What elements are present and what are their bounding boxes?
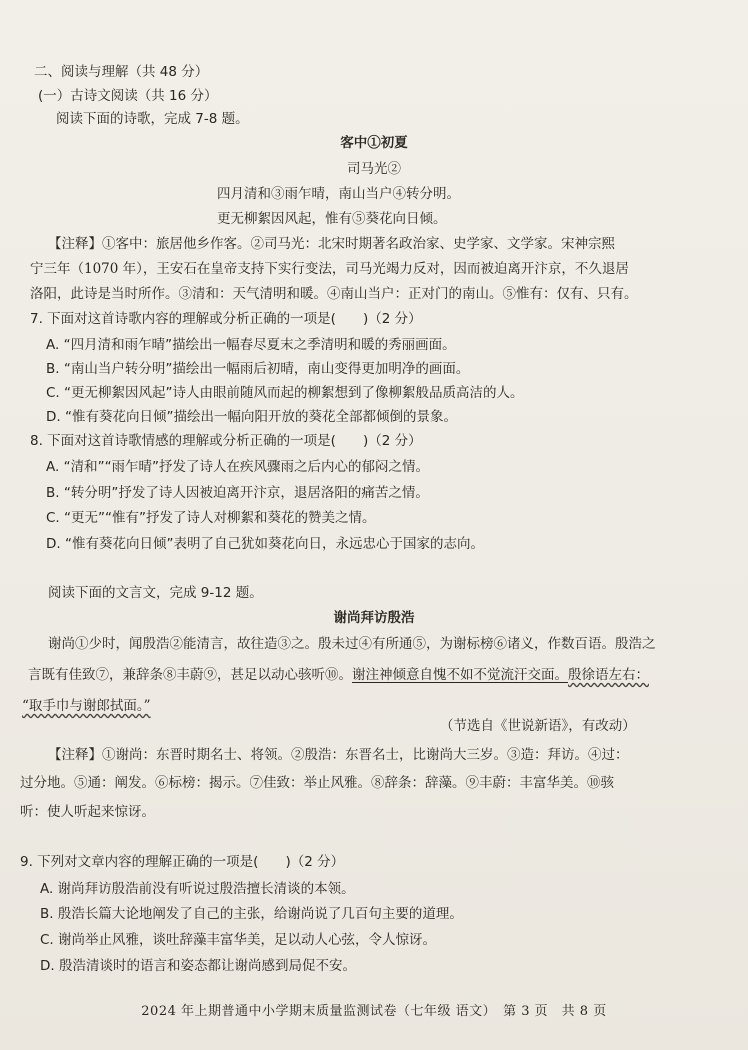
question-8-option-d[interactable]: D. “惟有葵花向日倾”表明了自己犹如葵花向日，永远忠心于国家的志向。 <box>46 536 484 552</box>
poem-line-2: 更无柳絮因风起，惟有⑤葵花向日倾。 <box>217 211 447 227</box>
poem-line-1: 四月清和③雨乍晴，南山当户④转分明。 <box>217 186 460 202</box>
question-7-option-c[interactable]: C. “更无柳絮因风起”诗人由眼前随风而起的柳絮想到了像柳絮般品质高洁的人。 <box>46 385 524 401</box>
question-9-option-b[interactable]: B. 殷浩长篇大论地阐发了自己的主张，给谢尚说了几百句主要的道理。 <box>40 906 463 922</box>
question-9-option-d[interactable]: D. 殷浩清谈时的语言和姿态都让谢尚感到局促不安。 <box>40 958 356 974</box>
page-footer: 2024 年上期普通中小学期末质量监测试卷（七年级 语文） 第 3 页 共 8 页 <box>141 1004 607 1019</box>
question-9-option-a[interactable]: A. 谢尚拜访殷浩前没有听说过殷浩擅长清谈的本领。 <box>40 881 355 897</box>
question-8-option-a[interactable]: A. “清和”“雨乍晴”抒发了诗人在疾风骤雨之后内心的郁闷之情。 <box>46 459 430 475</box>
question-9-option-c[interactable]: C. 谢尚举止风雅，谈吐辞藻丰富华美，足以动人心弦，令人惊讶。 <box>40 932 437 948</box>
prose-line-3: “取手巾与谢郎拭面。” <box>22 698 151 714</box>
prose-instruction: 阅读下面的文言文，完成 9-12 题。 <box>48 585 263 601</box>
question-7-option-a[interactable]: A. “四月清和雨乍晴”描绘出一幅春尽夏末之季清明和暖的秀丽画面。 <box>46 337 456 353</box>
prose-source: （节选自《世说新语》，有改动） <box>440 718 636 734</box>
question-7-stem: 7. 下面对这首诗歌内容的理解或分析正确的一项是( )（2 分） <box>30 311 422 327</box>
sub-section-heading: (一）古诗文阅读（共 16 分） <box>38 88 218 104</box>
prose-line-2 <box>28 666 649 684</box>
question-7-option-d[interactable]: D. “惟有葵花向日倾”描绘出一幅向阳开放的葵花全部都倾倒的景象。 <box>46 409 457 425</box>
prose-title: 谢尚拜访殷浩 <box>333 610 415 626</box>
question-8-stem: 8. 下面对这首诗歌情感的理解或分析正确的一项是( )（2 分） <box>30 433 422 449</box>
poem-notes-line-1: 【注释】①客中：旅居他乡作客。②司马光：北宋时期著名政治家、史学家、文学家。宋神宗熙 <box>48 236 615 252</box>
question-7-option-b[interactable]: B. “南山当户转分明”描绘出一幅雨后初晴，南山变得更加明净的画面。 <box>46 361 470 377</box>
question-8-option-b[interactable]: B. “转分明”抒发了诗人因被迫离开汴京，退居洛阳的痛苦之情。 <box>46 485 429 501</box>
section-heading: 二、阅读与理解（共 48 分） <box>34 64 209 80</box>
poem-instruction: 阅读下面的诗歌，完成 7-8 题。 <box>56 111 249 127</box>
poem-title: 客中①初夏 <box>340 135 408 151</box>
question-8-option-c[interactable]: C. “更无”“惟有”抒发了诗人对柳絮和葵花的赞美之情。 <box>46 510 376 526</box>
poem-notes-line-2: 宁三年（1070 年），王安石在皇帝支持下实行变法，司马光竭力反对，因而被迫离开汴京，不久退居 <box>30 261 629 277</box>
poem-notes-line-3: 洛阳，此诗是当时所作。③清和：天气清明和暖。④南山当户：正对门的南山。⑤惟有：仅有、只有。 <box>30 286 638 302</box>
poem-author: 司马光② <box>347 161 401 177</box>
prose-line-1: 谢尚①少时，闻殷浩②能清言，故往造③之。殷未过④有所通⑤，为谢标榜⑥诸义，作数百语。殷浩之 <box>48 636 656 652</box>
prose-notes-line-2: 过分地。⑤通：阐发。⑥标榜：揭示。⑦佳致：举止风雅。⑧辞条：辞藻。⑨丰蔚：丰富华美。⑩骇 <box>20 775 614 791</box>
question-9-stem: 9. 下列对文章内容的理解正确的一项是( )（2 分） <box>20 854 345 870</box>
underlined-sentence-1: 谢注神倾意自愧不如不觉流汗交面。 <box>352 667 568 683</box>
prose-notes-line-1: 【注释】①谢尚：东晋时期名士、将领。②殷浩：东晋名士，比谢尚大三岁。③造：拜访。④过： <box>48 747 629 763</box>
underlined-sentence-2: 殷徐语左右： <box>568 667 649 683</box>
prose-notes-line-3: 听：使人听起来惊讶。 <box>20 804 155 820</box>
prose-line-2-text: 言既有佳致⑦，兼辞条⑧丰蔚⑨，甚足以动心骇听⑩。 <box>28 667 352 683</box>
